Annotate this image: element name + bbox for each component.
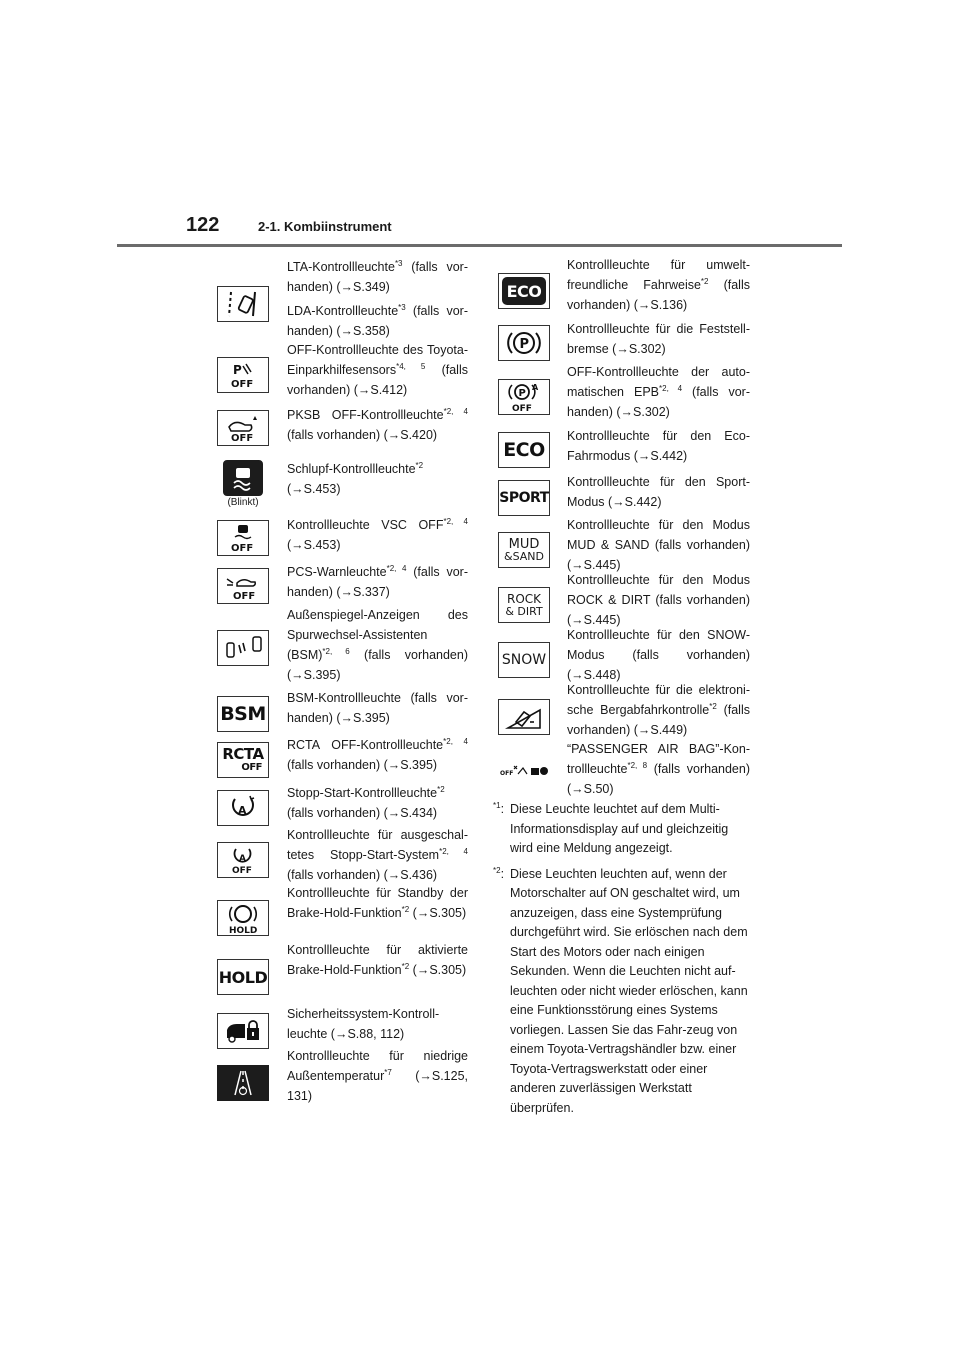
- sport-mode-text: Kontrollleuchte für den Sport-Modus (→S.442): [567, 475, 750, 509]
- vsc-text: Kontrollleuchte VSC OFF$^{*2, 4}$ (→S.453): [287, 516, 468, 552]
- svg-text:A: A: [239, 854, 246, 864]
- passenger-airbag-icon: [498, 756, 550, 786]
- low-temperature-text: Kontrollleuchte für niedrige Außentemperatur$^{*7}$ (→S.125, 131): [287, 1049, 468, 1103]
- stop-start-off-text: Kontrollleuchte für ausgeschal-tetes Stopp-Start-System$^{*2, 4}$ (falls vorhanden) (→S.436): [287, 828, 468, 882]
- parking-sensor-off-icon: [217, 357, 269, 393]
- eco-mode-icon: ECO: [498, 432, 550, 468]
- sport-mode-icon: SPORT: [498, 480, 550, 516]
- hold-icon: HOLD: [217, 959, 269, 995]
- mud-sand-text: Kontrollleuchte für den Modus MUD & SAND (falls vorhanden) (→S.445): [567, 518, 750, 572]
- rcta-text: RCTA OFF-Kontrollleuchte$^{*2, 4}$ (falls vorhanden) (→S.395): [287, 736, 468, 772]
- pksb-off-icon: [217, 410, 269, 446]
- chapter-title: 2-1. Kombiinstrument: [258, 219, 392, 234]
- slip-text: Schlupf-Kontrollleuchte$^{*2}$ (→S.453): [287, 460, 424, 496]
- svg-text:OFF: OFF: [500, 770, 514, 777]
- svg-text:OFF: OFF: [231, 543, 254, 553]
- svg-text:P: P: [233, 363, 242, 377]
- lane-assist-icon: [217, 286, 269, 322]
- eco-mode-text: Kontrollleuchte für den Eco-Fahrmodus (→S.442): [567, 429, 750, 463]
- stop-start-off-icon: [217, 842, 269, 878]
- lta-lda-text: LTA-Kontrollleuchte$^{*3}$ (falls vor-handen) (→S.349) LDA-Kontrollleuchte$^{*3}$ (falls vor-handen) (→S.358): [287, 258, 468, 338]
- svg-text:A: A: [532, 383, 539, 392]
- brake-hold-standby-icon: [217, 900, 269, 936]
- svg-text:OFF: OFF: [233, 591, 256, 601]
- parking-brake-text: Kontrollleuchte für die Feststell-bremse (→S.302): [567, 322, 750, 356]
- security-text: Sicherheitssystem-Kontroll-leuchte (→S.88, 112): [287, 1007, 440, 1041]
- security-icon: [217, 1013, 269, 1049]
- bsm-text: BSM-Kontrollleuchte (falls vor-handen) (→S.395): [287, 691, 468, 725]
- snow-mode-text: Kontrollleuchte für den SNOW-Modus (falls vorhanden) (→S.448): [567, 628, 750, 682]
- pcs-text: PCS-Warnleuchte$^{*2, 4}$ (falls vor-handen) (→S.337): [287, 563, 468, 599]
- parking-sensor-text: OFF-Kontrollleuchte des Toyota-Einparkhilfesensors$^{*4, 5}$ (falls vorhanden) (→S.412): [287, 343, 468, 397]
- epb-off-icon: [498, 379, 550, 415]
- footnote-2: $^{*2}$: Diese Leuchten leuchten auf, wenn der Motorschalter auf ON geschaltet wird, um anzuzeigen, dass eine Systemprüfung durchgeführt wird. Sie erlöschen nach dem Start des Motors oder nach einigen Sekunden. Wenn die Leuchten nicht auf-leuchten oder nicht wieder erlöschen, kann eine Funktionsstörung eines Systems vorliegen. Lassen Sie das Fahr-zeug von einem Toyota-Vertragshändler bzw. einer Toyota-Vertragswerkstatt oder einer anderen zuverlässigen Werkstatt überprüfen.: [493, 865, 748, 1115]
- rcta-off-icon: RCTA OFF: [217, 742, 269, 778]
- passenger-airbag-text: “PASSENGER AIR BAG”-Kon-trollleuchte$^{*2, 8}$ (falls vorhanden) (→S.50): [567, 742, 750, 796]
- stop-start-text: Stopp-Start-Kontrollleuchte$^{*2}$ (falls vorhanden) (→S.434): [287, 784, 445, 820]
- epb-text: OFF-Kontrollleuchte der auto-matischen EPB$^{*2, 4}$ (falls vor-handen) (→S.302): [567, 365, 750, 419]
- rock-dirt-text: Kontrollleuchte für den Modus ROCK & DIRT (falls vorhanden) (→S.445): [567, 573, 750, 627]
- downhill-assist-text: Kontrollleuchte für die elektroni-sche Bergabfahrkontrolle$^{*2}$ (falls vorhanden) (→S.449): [567, 683, 750, 737]
- svg-text:OFF: OFF: [231, 379, 254, 390]
- svg-text:OFF: OFF: [231, 433, 254, 443]
- pcs-warning-icon: [217, 568, 269, 604]
- snow-mode-icon: SNOW: [498, 642, 550, 678]
- downhill-assist-icon: [498, 699, 550, 735]
- eco-driving-icon: ECO: [498, 273, 550, 309]
- svg-text:OFF: OFF: [232, 866, 252, 875]
- pksb-text: PKSB OFF-Kontrollleuchte$^{*2, 4}$ (falls vorhanden) (→S.420): [287, 406, 468, 442]
- footnote-1: $^{*1}$: Diese Leuchte leuchtet auf dem Multi-Informationsdisplay auf und gleichzeitig wird eine Meldung angezeigt.: [493, 800, 729, 855]
- bsm-mirror-icon: [217, 630, 269, 666]
- svg-text:P: P: [519, 337, 530, 352]
- header-rule: [117, 244, 842, 247]
- stop-start-icon: [217, 790, 269, 826]
- svg-text:OFF: OFF: [512, 404, 532, 413]
- bsm-mirror-text: Außenspiegel-Anzeigen des Spurwechsel-Assistenten (BSM)$^{*2, 6}$ (falls vorhanden) (→S.395): [287, 608, 468, 682]
- rock-dirt-icon: ROCK & DIRT: [498, 587, 550, 623]
- svg-text:HOLD: HOLD: [229, 926, 258, 934]
- low-temperature-icon: [217, 1065, 269, 1101]
- brake-hold-standby-text: Kontrollleuchte für Standby der Brake-Hold-Funktion$^{*2}$ (→S.305): [287, 886, 468, 920]
- page-number: 122: [186, 214, 220, 236]
- slip-icon: [223, 460, 263, 496]
- mud-sand-icon: MUD &SAND: [498, 532, 550, 568]
- eco-driving-text: Kontrollleuchte für umwelt-freundliche Fahrweise$^{*2}$ (falls vorhanden) (→S.136): [567, 258, 750, 312]
- svg-text:A: A: [238, 804, 247, 817]
- vsc-off-icon: [217, 520, 269, 556]
- bsm-icon: BSM: [217, 696, 269, 732]
- blinkt-caption: (Blinkt): [227, 497, 259, 508]
- hold-text: Kontrollleuchte für aktivierte Brake-Hold-Funktion$^{*2}$ (→S.305): [287, 943, 468, 977]
- footnotes: [493, 800, 751, 1120]
- svg-text:P: P: [518, 388, 526, 399]
- parking-brake-icon: [498, 325, 550, 361]
